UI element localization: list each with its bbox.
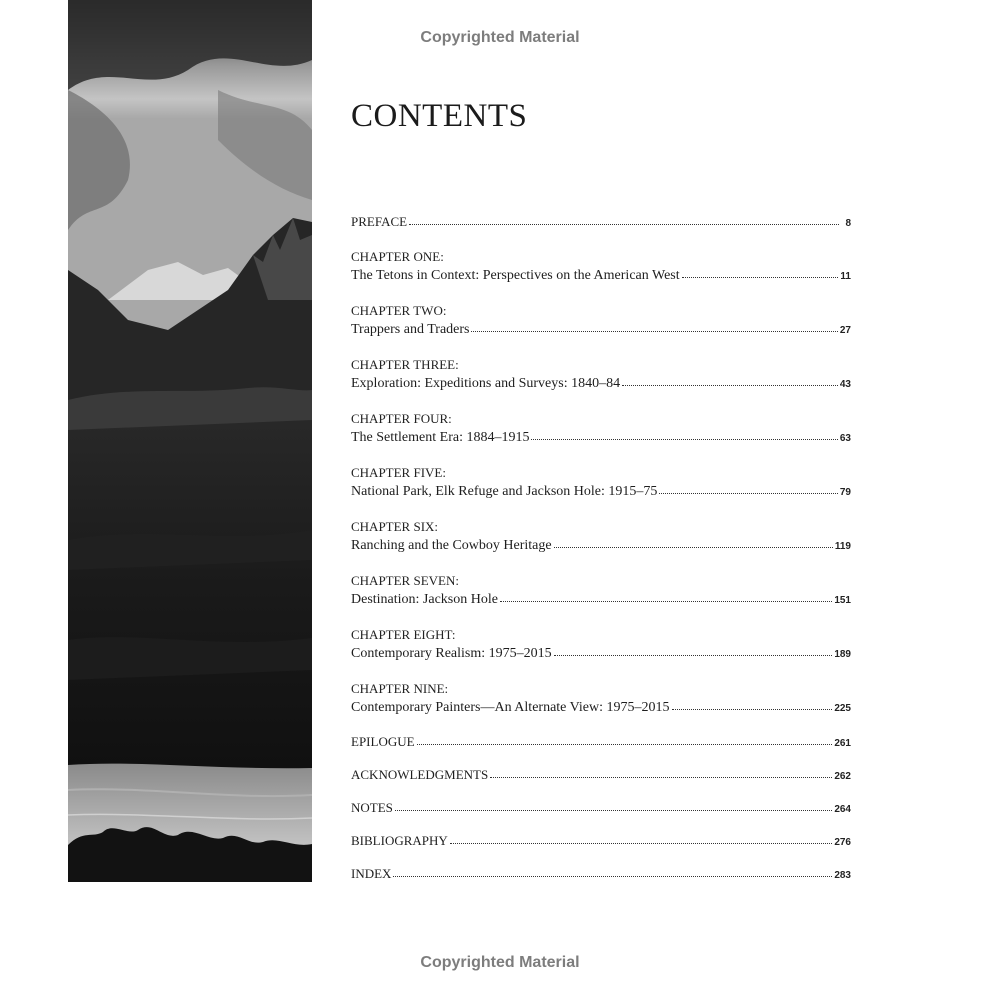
toc-title: NOTES (351, 800, 393, 815)
toc-page-number: 276 (834, 837, 851, 848)
toc-entry-chapter-eight[interactable] (351, 626, 851, 665)
chapter-label: CHAPTER ONE: (351, 249, 444, 264)
toc-title: EPILOGUE (351, 734, 415, 749)
toc-page-number: 43 (839, 379, 851, 390)
dot-leader (409, 214, 839, 226)
toc-title: The Settlement Era: 1884–1915 (351, 430, 530, 445)
toc-title: Destination: Jackson Hole (351, 592, 498, 607)
dot-leader (554, 537, 833, 549)
dot-leader (659, 483, 837, 495)
toc-entry-chapter-four[interactable] (351, 410, 851, 449)
chapter-label: CHAPTER SEVEN: (351, 573, 459, 588)
toc-page-number: 262 (834, 771, 851, 782)
toc-page-number: 11 (840, 271, 851, 282)
toc-entry-index[interactable] (351, 864, 851, 886)
toc-entry-chapter-seven[interactable] (351, 572, 851, 611)
toc-page-number: 225 (834, 703, 851, 714)
dot-leader (490, 767, 832, 779)
dot-leader (500, 591, 832, 603)
toc-page-number: 63 (839, 433, 851, 444)
dot-leader (682, 267, 839, 279)
toc-page-number: 261 (834, 738, 851, 749)
toc-title: ACKNOWLEDGMENTS (351, 767, 489, 782)
copyright-notice-top: Copyrighted Material (420, 29, 580, 46)
dot-leader (622, 375, 838, 387)
dot-leader (393, 866, 832, 878)
toc-title: National Park, Elk Refuge and Jackson Hole: 1915–75 (351, 484, 658, 499)
toc-entry-chapter-six[interactable] (351, 518, 851, 557)
toc-page-number: 264 (834, 804, 851, 815)
toc-entry-acknowledgments[interactable] (351, 765, 851, 787)
toc-entry-chapter-nine[interactable] (351, 680, 851, 719)
toc-title: Exploration: Expeditions and Surveys: 1840–84 (351, 376, 621, 391)
dot-leader (554, 645, 833, 657)
chapter-label: CHAPTER SIX: (351, 519, 439, 534)
toc-title: Contemporary Painters—An Alternate View: 1975–2015 (351, 700, 670, 715)
toc-entry-bibliography[interactable] (351, 831, 851, 853)
dot-leader (531, 429, 837, 441)
toc-title: BIBLIOGRAPHY (351, 833, 448, 848)
toc-title: PREFACE (351, 214, 408, 229)
toc-page-number: 79 (839, 487, 851, 498)
toc-title: Contemporary Realism: 1975–2015 (351, 646, 552, 661)
chapter-label: CHAPTER EIGHT: (351, 627, 456, 642)
dot-leader (395, 800, 832, 812)
toc-entry-chapter-two[interactable] (351, 302, 851, 341)
toc-page-number: 119 (834, 541, 851, 552)
toc-page-number: 151 (834, 595, 851, 606)
toc-entry-chapter-one[interactable] (351, 248, 851, 287)
dot-leader (471, 321, 837, 333)
toc-title: The Tetons in Context: Perspectives on the American West (351, 268, 680, 283)
dot-leader (450, 833, 833, 845)
toc-title: Ranching and the Cowboy Heritage (351, 538, 552, 553)
toc-page-number: 283 (834, 870, 851, 881)
toc-entry-chapter-five[interactable] (351, 464, 851, 503)
toc-entry-preface[interactable] (351, 212, 851, 234)
chapter-label: CHAPTER TWO: (351, 303, 447, 318)
toc-entry-notes[interactable] (351, 798, 851, 820)
toc-page-number: 27 (839, 325, 851, 336)
toc-title: INDEX (351, 866, 392, 881)
toc-page-number: 189 (834, 649, 851, 660)
toc-entry-epilogue[interactable] (351, 732, 851, 754)
contents-heading: CONTENTS (351, 98, 528, 134)
mountain-landscape-photo (68, 0, 312, 882)
toc-title: Trappers and Traders (351, 322, 470, 337)
dot-leader (417, 734, 833, 746)
toc-page-number: 8 (845, 218, 851, 229)
chapter-label: CHAPTER THREE: (351, 357, 459, 372)
toc-entry-chapter-three[interactable] (351, 356, 851, 395)
dot-leader (672, 699, 833, 711)
chapter-label: CHAPTER FIVE: (351, 465, 446, 480)
chapter-label: CHAPTER NINE: (351, 681, 449, 696)
copyright-notice-bottom: Copyrighted Material (420, 954, 580, 971)
chapter-label: CHAPTER FOUR: (351, 411, 452, 426)
